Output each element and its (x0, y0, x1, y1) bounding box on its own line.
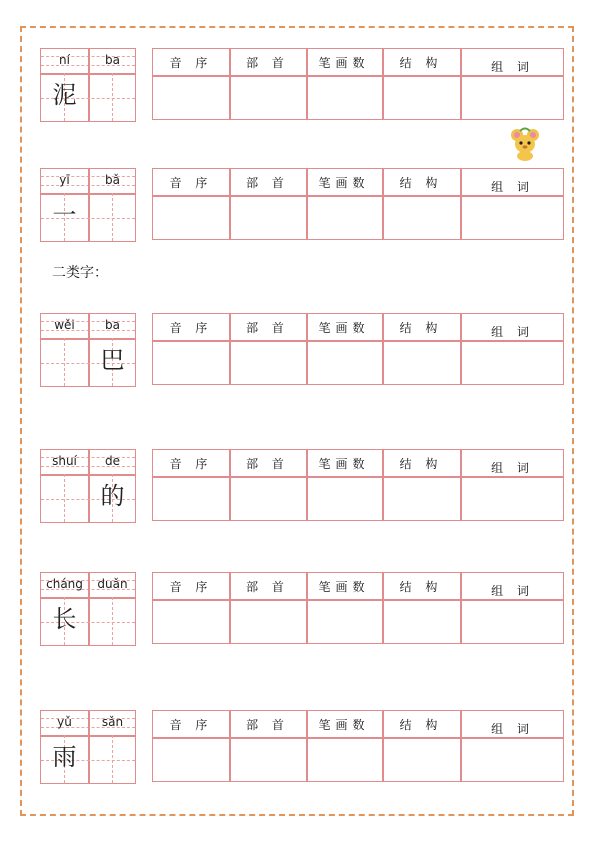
answer-cell[interactable] (460, 601, 565, 643)
writing-grid (40, 572, 136, 646)
answer-cell[interactable] (229, 478, 306, 520)
hanzi-character: 泥 (52, 81, 77, 109)
character-info-table (152, 48, 564, 120)
table-header-cell: 结 构 (399, 580, 443, 594)
hanzi-character: 雨 (52, 743, 77, 771)
table-header-cell: 结 构 (399, 176, 443, 190)
character-row (40, 168, 564, 242)
answer-cell[interactable] (382, 601, 460, 643)
hanzi-character: 巴 (100, 346, 125, 374)
character-info-table (152, 710, 564, 782)
answer-cell[interactable] (229, 342, 306, 384)
answer-cell[interactable] (306, 478, 382, 520)
table-header-cell: 组 词 (491, 60, 534, 74)
pinyin-label: yǔ (57, 715, 72, 729)
table-header-cell: 部 首 (246, 718, 289, 732)
answer-cell[interactable] (153, 478, 229, 520)
answer-cell[interactable] (460, 478, 565, 520)
pinyin-label: shuí (52, 454, 77, 468)
character-row (40, 710, 564, 784)
table-header-cell: 组 词 (491, 325, 534, 339)
table-header-cell: 结 构 (399, 457, 443, 471)
character-info-table (152, 313, 564, 385)
character-row (40, 449, 564, 523)
hanzi-character: 一 (52, 201, 77, 229)
page-border (20, 26, 574, 816)
answer-cell[interactable] (382, 77, 460, 119)
table-header-cell: 音 序 (169, 457, 213, 471)
table-header-cell: 笔画数 (318, 56, 370, 70)
table-header-cell: 部 首 (246, 176, 289, 190)
pinyin-label: bǎ (105, 173, 120, 187)
pinyin-label: ba (105, 318, 120, 332)
table-header-cell: 结 构 (399, 321, 443, 335)
table-header-cell: 部 首 (246, 580, 289, 594)
table-header-cell: 笔画数 (318, 457, 370, 471)
table-header-cell: 笔画数 (318, 321, 370, 335)
table-header-cell: 结 构 (399, 718, 443, 732)
answer-cell[interactable] (382, 739, 460, 781)
answer-cell[interactable] (306, 739, 382, 781)
bear-mascot-icon (508, 127, 542, 161)
table-header-cell: 笔画数 (318, 718, 370, 732)
answer-cell[interactable] (306, 601, 382, 643)
character-info-table (152, 168, 564, 240)
character-row (40, 313, 564, 387)
answer-cell[interactable] (153, 197, 229, 239)
table-header-cell: 部 首 (246, 457, 289, 471)
writing-grid (40, 313, 136, 387)
pinyin-label: cháng (46, 577, 83, 591)
answer-cell[interactable] (229, 77, 306, 119)
answer-cell[interactable] (229, 197, 306, 239)
answer-cell[interactable] (153, 342, 229, 384)
table-header-cell: 音 序 (169, 176, 213, 190)
character-info-table (152, 572, 564, 644)
table-header-cell: 组 词 (491, 722, 534, 736)
table-header-cell: 部 首 (246, 321, 289, 335)
answer-cell[interactable] (382, 478, 460, 520)
section-label: 二类字： (52, 265, 108, 281)
answer-cell[interactable] (153, 601, 229, 643)
table-header-cell: 笔画数 (318, 580, 370, 594)
answer-cell[interactable] (229, 601, 306, 643)
answer-cell[interactable] (306, 342, 382, 384)
pinyin-label: ní (59, 53, 70, 67)
writing-grid (40, 710, 136, 784)
answer-cell[interactable] (382, 342, 460, 384)
table-header-cell: 组 词 (491, 584, 534, 598)
pinyin-label: yī (59, 173, 70, 187)
character-row (40, 572, 564, 646)
character-info-table (152, 449, 564, 521)
table-header-cell: 音 序 (169, 56, 213, 70)
writing-grid (40, 48, 136, 122)
answer-cell[interactable] (382, 197, 460, 239)
answer-cell[interactable] (153, 77, 229, 119)
pinyin-label: de (105, 454, 120, 468)
hanzi-character: 的 (100, 482, 125, 510)
table-header-cell: 音 序 (169, 580, 213, 594)
answer-cell[interactable] (229, 739, 306, 781)
pinyin-label: ba (105, 53, 120, 67)
character-row (40, 48, 564, 122)
table-header-cell: 结 构 (399, 56, 443, 70)
answer-cell[interactable] (306, 197, 382, 239)
writing-grid (40, 449, 136, 523)
answer-cell[interactable] (460, 77, 565, 119)
answer-cell[interactable] (460, 342, 565, 384)
pinyin-label: duǎn (97, 577, 128, 591)
pinyin-label: wěi (54, 318, 75, 332)
answer-cell[interactable] (306, 77, 382, 119)
table-header-cell: 部 首 (246, 56, 289, 70)
table-header-cell: 组 词 (491, 461, 534, 475)
hanzi-character: 长 (52, 605, 77, 633)
table-header-cell: 音 序 (169, 718, 213, 732)
pinyin-label: sǎn (101, 715, 124, 729)
table-header-cell: 组 词 (491, 180, 534, 194)
writing-grid (40, 168, 136, 242)
answer-cell[interactable] (153, 739, 229, 781)
answer-cell[interactable] (460, 197, 565, 239)
table-header-cell: 笔画数 (318, 176, 370, 190)
answer-cell[interactable] (460, 739, 565, 781)
table-header-cell: 音 序 (169, 321, 213, 335)
